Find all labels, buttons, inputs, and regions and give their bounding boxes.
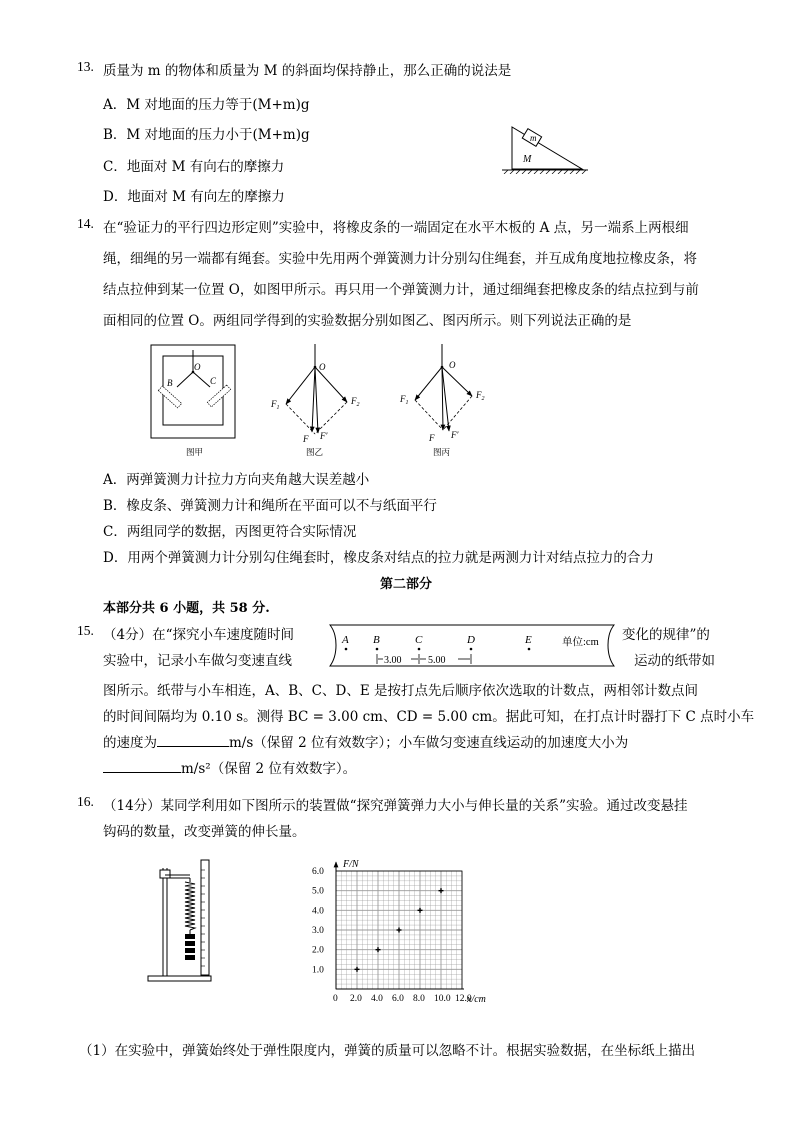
x-tick-label: 6.0 bbox=[392, 994, 404, 1004]
question-16-sub-1: （1）在实验中，弹簧始终处于弹性限度内，弹簧的质量可以忽略不计。根据实验数据，在坐标纸上描出 bbox=[79, 1043, 696, 1059]
tape-point-C-label: C bbox=[415, 634, 423, 646]
figure-bing-F1-label: F bbox=[400, 394, 406, 404]
question-13-stem: 质量为 m 的物体和质量为 M 的斜面均保持静止，那么正确的说法是 bbox=[103, 63, 512, 79]
incline-small-block-label: m bbox=[530, 133, 537, 143]
velocity-answer-blank[interactable] bbox=[157, 746, 229, 747]
y-tick-label: 6.0 bbox=[312, 867, 324, 877]
svg-text:F1 bbox=[270, 399, 280, 411]
incline-big-block-label: M bbox=[523, 154, 532, 165]
question-13-option-b: B．M 对地面的压力小于(M+m)g bbox=[103, 127, 310, 143]
question-13-option-a: A．M 对地面的压力等于(M+m)g bbox=[103, 97, 310, 113]
figure-yi-F2-label: F bbox=[351, 396, 357, 406]
spring-apparatus-figure bbox=[145, 858, 225, 986]
figure-yi-F1-sub: 1 bbox=[276, 405, 280, 411]
figure-bing bbox=[397, 342, 497, 462]
figure-bing-F2-label: F bbox=[476, 390, 482, 400]
question-14-option-b: B．橡皮条、弹簧测力计和绳所在平面可以不与纸面平行 bbox=[103, 498, 437, 514]
figure-yi bbox=[268, 342, 368, 462]
y-tick-label: 1.0 bbox=[312, 965, 324, 976]
acceleration-answer-blank[interactable] bbox=[103, 772, 181, 773]
question-16-number: 16. bbox=[77, 794, 94, 809]
question-14-line-3: 结点拉伸到某一位置 O，如图甲所示。再只用一个弹簧测力计，通过细绳套把橡皮条的结点拉到与前 bbox=[103, 282, 699, 298]
figure-yi-caption: 图乙 bbox=[306, 447, 324, 457]
tape-point-A-label: A bbox=[342, 634, 349, 646]
question-15-line-6 bbox=[103, 757, 356, 777]
x-tick-label: 0 bbox=[333, 994, 338, 1004]
figure-jia bbox=[148, 342, 240, 462]
figure-bing-F-label: F bbox=[429, 433, 435, 443]
y-tick-label: 5.0 bbox=[312, 886, 324, 897]
question-14-option-a: A．两弹簧测力计拉力方向夹角越大误差越小 bbox=[103, 472, 370, 488]
part-two-title: 第二部分 bbox=[380, 577, 433, 592]
figure-jia-B-label: B bbox=[167, 378, 173, 388]
x-tick-label: 4.0 bbox=[371, 994, 383, 1004]
question-14-line-4: 面相同的位置 O。两组同学得到的实验数据分别如图乙、图丙所示。则下列说法正确的是 bbox=[103, 313, 632, 329]
svg-text:F2 bbox=[475, 390, 485, 402]
question-13-option-d: D．地面对 M 有向左的摩擦力 bbox=[103, 189, 285, 205]
figure-bing-O-label: O bbox=[449, 360, 456, 370]
figure-bing-Fprime-label: F′ bbox=[451, 430, 459, 440]
question-13-option-c: C．地面对 M 有向右的摩擦力 bbox=[103, 159, 285, 175]
data-point bbox=[439, 888, 444, 893]
question-15-line-3: 图所示。纸带与小车相连，A、B、C、D、E 是按打点先后顺序依次选取的计数点，两相邻计数点间 bbox=[103, 683, 698, 699]
figure-jia-caption: 图甲 bbox=[186, 447, 204, 457]
tape-point-D-label: D bbox=[467, 634, 475, 646]
figure-yi-O-label: O bbox=[319, 362, 326, 372]
y-tick-label: 2.0 bbox=[312, 945, 324, 956]
question-15-line-1-right: 变化的规律”的 bbox=[622, 627, 710, 643]
x-tick-label: 10.0 bbox=[434, 994, 451, 1004]
x-tick-label: 12.0 bbox=[455, 994, 472, 1004]
data-point bbox=[418, 908, 423, 913]
figure-bing-F2-sub: 2 bbox=[481, 396, 485, 402]
svg-text:F2 bbox=[350, 396, 360, 408]
y-tick-label: 3.0 bbox=[312, 926, 324, 936]
question-14-number: 14. bbox=[77, 216, 94, 231]
x-tick-label: 2.0 bbox=[350, 994, 362, 1004]
svg-text:F1 bbox=[399, 394, 409, 406]
chart-y-axis-label: F/N bbox=[343, 859, 359, 870]
question-15-line-5 bbox=[103, 731, 628, 751]
figure-yi-Fprime-label: F′ bbox=[320, 431, 328, 441]
question-13-number: 13. bbox=[77, 59, 94, 74]
figure-yi-F1-label: F bbox=[271, 399, 277, 409]
incline-figure bbox=[500, 122, 590, 174]
question-16-line-1: （14分）某同学利用如下图所示的装置做“探究弹簧弹力大小与伸长量的关系”实验。通过改变悬挂 bbox=[103, 798, 688, 814]
data-point bbox=[355, 967, 360, 972]
question-15-line-2-right: 运动的纸带如 bbox=[634, 653, 715, 669]
x-tick-label: 8.0 bbox=[413, 994, 425, 1004]
tape-point-B-label: B bbox=[373, 634, 380, 646]
chart-x-axis-label: x/cm bbox=[467, 994, 486, 1005]
tape-bc-value: 3.00 bbox=[384, 655, 402, 666]
paper-tape-figure bbox=[322, 622, 618, 670]
y-tick-label: 4.0 bbox=[312, 906, 324, 917]
question-14-line-2: 绳，细绳的另一端都有绳套。实验中先用两个弹簧测力计分别勾住绳套，并互成角度地拉橡皮条，将 bbox=[103, 251, 697, 267]
question-15-line-2-left: 实验中，记录小车做匀变速直线 bbox=[103, 653, 292, 669]
figure-jia-C-label: C bbox=[210, 376, 217, 386]
data-point bbox=[397, 928, 402, 933]
tape-unit-label: 单位:cm bbox=[562, 637, 599, 648]
question-14-option-c: C．两组同学的数据，丙图更符合实际情况 bbox=[103, 524, 357, 540]
question-15-line-4: 的时间间隔均为 0.10 s。测得 BC = 3.00 cm、CD = 5.00 cm。据此可知，在打点计时器打下 C 点时小车 bbox=[103, 709, 755, 725]
part-two-summary: 本部分共 6 小题，共 58 分. bbox=[103, 601, 270, 616]
question-16-line-2: 钩码的数量，改变弹簧的伸长量。 bbox=[103, 824, 306, 840]
question-15-line-6-suffix: m/s²（保留 2 位有效数字）。 bbox=[181, 761, 357, 777]
tape-point-E-label: E bbox=[525, 634, 532, 646]
force-extension-chart bbox=[306, 856, 496, 1006]
tape-cd-value: 5.00 bbox=[428, 655, 446, 666]
figure-jia-O-label: O bbox=[194, 362, 201, 372]
question-15-number: 15. bbox=[77, 623, 94, 638]
question-15-line-1-left: （4分）在“探究小车速度随时间 bbox=[103, 627, 294, 643]
question-15-line-5-prefix: 的速度为 bbox=[103, 735, 157, 751]
figure-bing-caption: 图丙 bbox=[433, 447, 451, 457]
figure-yi-F2-sub: 2 bbox=[356, 402, 360, 408]
question-14-option-d: D．用两个弹簧测力计分别勾住绳套时，橡皮条对结点的拉力就是两测力计对结点拉力的合力 bbox=[103, 550, 654, 566]
figure-yi-F-label: F bbox=[303, 434, 309, 444]
data-point bbox=[376, 947, 381, 952]
question-15-line-5-suffix: m/s（保留 2 位有效数字）；小车做匀变速直线运动的加速度大小为 bbox=[229, 735, 629, 751]
question-14-line-1: 在“验证力的平行四边形定则”实验中，将橡皮条的一端固定在水平木板的 A 点，另一端系上两根细 bbox=[103, 220, 689, 236]
figure-bing-F1-sub: 1 bbox=[405, 400, 409, 406]
